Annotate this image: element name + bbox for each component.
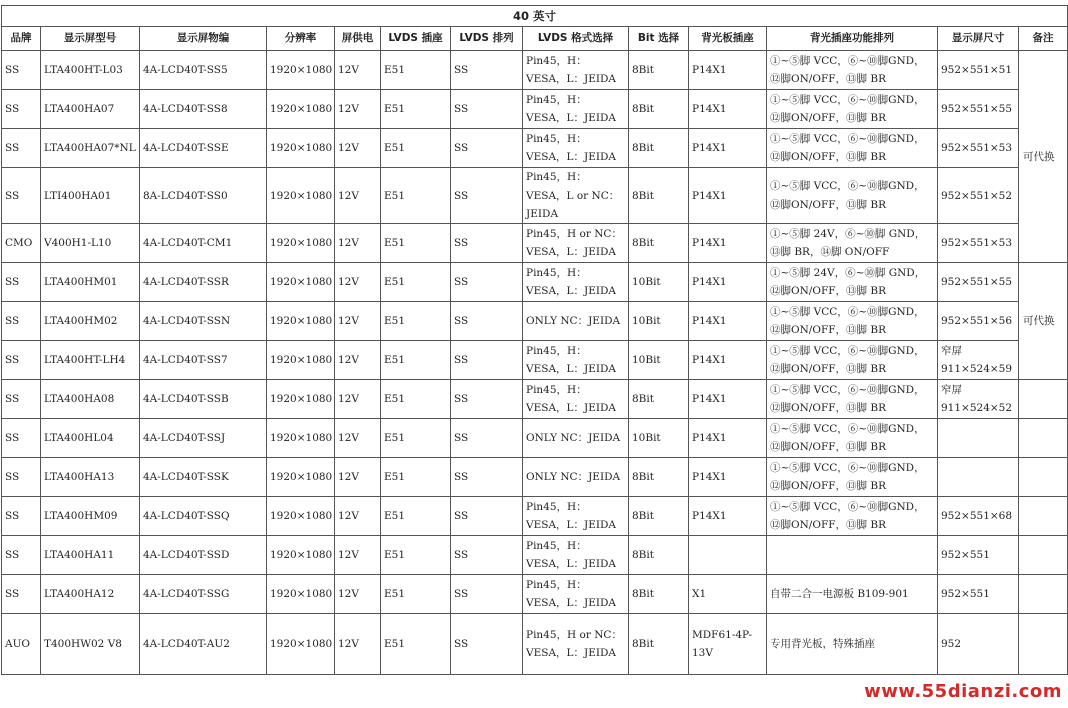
cell-lvds-arrange: SS <box>451 224 523 263</box>
cell-brand: CMO <box>2 224 41 263</box>
column-header-brand: 品牌 <box>2 27 41 51</box>
cell-lvds-socket: E51 <box>381 224 451 263</box>
table-row <box>2 168 1068 224</box>
cell-model: LTA400HA13 <box>41 458 140 497</box>
cell-code: 4A-LCD40T-SSD <box>140 536 267 575</box>
column-header-code: 显示屏物编 <box>140 27 267 51</box>
cell-backlight-function: ①~⑤脚 VCC，⑥~⑩脚GND，⑫脚ON/OFF，⑬脚 BR <box>767 458 938 497</box>
cell-lvds-socket: E51 <box>381 341 451 380</box>
cell-power: 12V <box>335 419 381 458</box>
cell-bit: 8Bit <box>629 168 689 224</box>
cell-brand: SS <box>2 497 41 536</box>
cell-resolution: 1920×1080 <box>267 380 335 419</box>
cell-resolution: 1920×1080 <box>267 536 335 575</box>
cell-code: 4A-LCD40T-SSG <box>140 575 267 614</box>
cell-lvds-socket: E51 <box>381 380 451 419</box>
cell-code: 4A-LCD40T-SSE <box>140 129 267 168</box>
cell-bit: 8Bit <box>629 224 689 263</box>
cell-lvds-format: Pin45，H：VESA，L or NC：JEIDA <box>523 168 629 224</box>
cell-lvds-socket: E51 <box>381 168 451 224</box>
cell-lvds-socket: E51 <box>381 302 451 341</box>
table-row <box>2 536 1068 575</box>
cell-size: 952×551 <box>938 575 1019 614</box>
column-header-bit: Bit 选择 <box>629 27 689 51</box>
column-header-backlight-function: 背光插座功能排列 <box>767 27 938 51</box>
cell-lvds-arrange: SS <box>451 380 523 419</box>
cell-model: LTA400HM01 <box>41 263 140 302</box>
cell-brand: SS <box>2 302 41 341</box>
column-header-remark: 备注 <box>1019 27 1068 51</box>
table-row <box>2 129 1068 168</box>
cell-code: 4A-LCD40T-SSK <box>140 458 267 497</box>
cell-lvds-format: Pin45，H：VESA，L：JEIDA <box>523 575 629 614</box>
cell-backlight-function: 自带二合一电源板 B109-901 <box>767 575 938 614</box>
cell-brand: SS <box>2 536 41 575</box>
cell-resolution: 1920×1080 <box>267 341 335 380</box>
cell-brand: SS <box>2 168 41 224</box>
cell-remark <box>1019 419 1068 458</box>
cell-brand: SS <box>2 575 41 614</box>
cell-bit: 10Bit <box>629 341 689 380</box>
cell-size: 952×551 <box>938 536 1019 575</box>
cell-backlight-socket: P14X1 <box>689 302 767 341</box>
cell-size: 952×551×55 <box>938 263 1019 302</box>
cell-lvds-socket: E51 <box>381 129 451 168</box>
cell-lvds-format: ONLY NC：JEIDA <box>523 302 629 341</box>
cell-code: 4A-LCD40T-SSN <box>140 302 267 341</box>
cell-bit: 8Bit <box>629 51 689 90</box>
cell-size: 窄屏 911×524×59 <box>938 341 1019 380</box>
cell-bit: 8Bit <box>629 129 689 168</box>
cell-size: 952×551×51 <box>938 51 1019 90</box>
cell-power: 12V <box>335 614 381 675</box>
cell-lvds-arrange: SS <box>451 90 523 129</box>
cell-backlight-function: ①~⑤脚 VCC，⑥~⑩脚GND，⑫脚ON/OFF，⑬脚 BR <box>767 497 938 536</box>
cell-resolution: 1920×1080 <box>267 51 335 90</box>
cell-resolution: 1920×1080 <box>267 614 335 675</box>
cell-lvds-format: Pin45，H：VESA，L：JEIDA <box>523 51 629 90</box>
cell-brand: SS <box>2 458 41 497</box>
cell-size: 窄屏 911×524×52 <box>938 380 1019 419</box>
cell-backlight-socket: P14X1 <box>689 51 767 90</box>
cell-lvds-socket: E51 <box>381 458 451 497</box>
cell-code: 4A-LCD40T-SSB <box>140 380 267 419</box>
cell-bit: 10Bit <box>629 419 689 458</box>
cell-backlight-function <box>767 536 938 575</box>
cell-power: 12V <box>335 380 381 419</box>
cell-lvds-arrange: SS <box>451 536 523 575</box>
cell-power: 12V <box>335 168 381 224</box>
cell-power: 12V <box>335 536 381 575</box>
cell-lvds-format: Pin45，H：VESA，L：JEIDA <box>523 263 629 302</box>
cell-brand: SS <box>2 341 41 380</box>
cell-power: 12V <box>335 129 381 168</box>
cell-lvds-arrange: SS <box>451 458 523 497</box>
column-header-lvds-format: LVDS 格式选择 <box>523 27 629 51</box>
table-row <box>2 497 1068 536</box>
cell-model: LTA400HA12 <box>41 575 140 614</box>
cell-backlight-socket: P14X1 <box>689 263 767 302</box>
cell-remark <box>1019 614 1068 675</box>
cell-backlight-socket: P14X1 <box>689 380 767 419</box>
cell-power: 12V <box>335 341 381 380</box>
cell-power: 12V <box>335 302 381 341</box>
cell-model: LTA400HA07 <box>41 90 140 129</box>
cell-size: 952×551×52 <box>938 168 1019 224</box>
cell-resolution: 1920×1080 <box>267 302 335 341</box>
cell-resolution: 1920×1080 <box>267 497 335 536</box>
cell-code: 4A-LCD40T-SS7 <box>140 341 267 380</box>
cell-size: 952×551×53 <box>938 224 1019 263</box>
cell-backlight-socket <box>689 536 767 575</box>
cell-resolution: 1920×1080 <box>267 224 335 263</box>
cell-lvds-socket: E51 <box>381 263 451 302</box>
table-row <box>2 263 1068 302</box>
cell-lvds-format: Pin45，H：VESA，L：JEIDA <box>523 497 629 536</box>
cell-resolution: 1920×1080 <box>267 129 335 168</box>
cell-brand: SS <box>2 419 41 458</box>
cell-code: 4A-LCD40T-AU2 <box>140 614 267 675</box>
cell-brand: SS <box>2 51 41 90</box>
cell-lvds-socket: E51 <box>381 614 451 675</box>
table-title: 40 英寸 <box>2 6 1068 27</box>
cell-lvds-format: Pin45，H or NC：VESA，L：JEIDA <box>523 224 629 263</box>
cell-power: 12V <box>335 90 381 129</box>
cell-backlight-function: ①~⑤脚 24V，⑥~⑩脚 GND，⑬脚 BR，⑭脚 ON/OFF <box>767 224 938 263</box>
table-row <box>2 90 1068 129</box>
table-row <box>2 614 1068 675</box>
cell-lvds-arrange: SS <box>451 497 523 536</box>
cell-lvds-socket: E51 <box>381 90 451 129</box>
cell-lvds-socket: E51 <box>381 419 451 458</box>
cell-power: 12V <box>335 497 381 536</box>
cell-model: LTA400HL04 <box>41 419 140 458</box>
cell-power: 12V <box>335 51 381 90</box>
site-watermark: www.55dianzi.com <box>864 681 1062 702</box>
cell-brand: SS <box>2 90 41 129</box>
column-header-lvds-socket: LVDS 插座 <box>381 27 451 51</box>
cell-lvds-socket: E51 <box>381 497 451 536</box>
cell-code: 4A-LCD40T-CM1 <box>140 224 267 263</box>
cell-bit: 10Bit <box>629 302 689 341</box>
table-row <box>2 302 1068 341</box>
cell-model: LTI400HA01 <box>41 168 140 224</box>
column-header-size: 显示屏尺寸 <box>938 27 1019 51</box>
cell-code: 8A-LCD40T-SS0 <box>140 168 267 224</box>
cell-size <box>938 419 1019 458</box>
cell-remark: 可代换 <box>1019 263 1068 380</box>
cell-size: 952×551×53 <box>938 129 1019 168</box>
cell-size: 952×551×68 <box>938 497 1019 536</box>
cell-lvds-format: Pin45，H：VESA，L：JEIDA <box>523 129 629 168</box>
cell-size: 952 <box>938 614 1019 675</box>
cell-size: 952×551×56 <box>938 302 1019 341</box>
cell-model: LTA400HM02 <box>41 302 140 341</box>
cell-lvds-socket: E51 <box>381 536 451 575</box>
cell-power: 12V <box>335 263 381 302</box>
cell-brand: SS <box>2 129 41 168</box>
cell-lvds-arrange: SS <box>451 263 523 302</box>
cell-bit: 10Bit <box>629 263 689 302</box>
cell-code: 4A-LCD40T-SSQ <box>140 497 267 536</box>
column-header-resolution: 分辨率 <box>267 27 335 51</box>
lcd-panel-spec-table <box>1 5 1068 675</box>
spec-table-container <box>1 5 1067 675</box>
cell-lvds-format: Pin45，H：VESA，L：JEIDA <box>523 536 629 575</box>
cell-resolution: 1920×1080 <box>267 263 335 302</box>
table-row <box>2 458 1068 497</box>
cell-lvds-socket: E51 <box>381 51 451 90</box>
cell-backlight-function: ①~⑤脚 VCC，⑥~⑩脚GND，⑫脚ON/OFF，⑬脚 BR <box>767 51 938 90</box>
cell-backlight-socket: MDF61-4P-13V <box>689 614 767 675</box>
cell-model: LTA400HT-LH4 <box>41 341 140 380</box>
cell-lvds-format: ONLY NC：JEIDA <box>523 419 629 458</box>
cell-resolution: 1920×1080 <box>267 575 335 614</box>
cell-backlight-socket: P14X1 <box>689 497 767 536</box>
cell-brand: SS <box>2 380 41 419</box>
table-body <box>2 51 1068 675</box>
cell-model: LTA400HA07*NL <box>41 129 140 168</box>
cell-resolution: 1920×1080 <box>267 168 335 224</box>
cell-power: 12V <box>335 575 381 614</box>
cell-bit: 8Bit <box>629 90 689 129</box>
cell-bit: 8Bit <box>629 497 689 536</box>
cell-backlight-function: ①~⑤脚 VCC，⑥~⑩脚GND，⑫脚ON/OFF，⑬脚 BR <box>767 129 938 168</box>
cell-backlight-socket: P14X1 <box>689 458 767 497</box>
cell-model: V400H1-L10 <box>41 224 140 263</box>
cell-lvds-arrange: SS <box>451 419 523 458</box>
cell-model: LTA400HT-L03 <box>41 51 140 90</box>
cell-backlight-function: ①~⑤脚 VCC，⑥~⑩脚GND，⑫脚ON/OFF，⑬脚 BR <box>767 90 938 129</box>
cell-backlight-function: ①~⑤脚 VCC，⑥~⑩脚GND，⑫脚ON/OFF，⑬脚 BR <box>767 341 938 380</box>
cell-lvds-format: ONLY NC：JEIDA <box>523 458 629 497</box>
cell-backlight-function: 专用背光板，特殊插座 <box>767 614 938 675</box>
table-row <box>2 380 1068 419</box>
cell-backlight-function: ①~⑤脚 24V，⑥~⑩脚 GND，⑫脚ON/OFF，⑬脚 BR <box>767 263 938 302</box>
cell-remark <box>1019 575 1068 614</box>
cell-brand: AUO <box>2 614 41 675</box>
cell-code: 4A-LCD40T-SSJ <box>140 419 267 458</box>
cell-lvds-arrange: SS <box>451 129 523 168</box>
table-row <box>2 51 1068 90</box>
table-row <box>2 341 1068 380</box>
cell-lvds-arrange: SS <box>451 51 523 90</box>
cell-code: 4A-LCD40T-SS8 <box>140 90 267 129</box>
cell-bit: 8Bit <box>629 380 689 419</box>
cell-model: T400HW02 V8 <box>41 614 140 675</box>
cell-size: 952×551×55 <box>938 90 1019 129</box>
cell-model: LTA400HA11 <box>41 536 140 575</box>
cell-remark <box>1019 497 1068 536</box>
cell-power: 12V <box>335 224 381 263</box>
cell-code: 4A-LCD40T-SS5 <box>140 51 267 90</box>
header-row <box>2 27 1068 51</box>
cell-lvds-format: Pin45，H：VESA，L：JEIDA <box>523 90 629 129</box>
cell-remark: 可代换 <box>1019 51 1068 263</box>
cell-backlight-socket: P14X1 <box>689 129 767 168</box>
cell-resolution: 1920×1080 <box>267 90 335 129</box>
cell-backlight-function: ①~⑤脚 VCC，⑥~⑩脚GND，⑫脚ON/OFF，⑬脚 BR <box>767 380 938 419</box>
cell-bit: 8Bit <box>629 614 689 675</box>
cell-lvds-arrange: SS <box>451 168 523 224</box>
cell-lvds-format: Pin45，H：VESA，L：JEIDA <box>523 380 629 419</box>
cell-remark <box>1019 536 1068 575</box>
column-header-backlight-socket: 背光板插座 <box>689 27 767 51</box>
cell-backlight-function: ①~⑤脚 VCC，⑥~⑩脚GND，⑫脚ON/OFF，⑬脚 BR <box>767 419 938 458</box>
cell-lvds-arrange: SS <box>451 614 523 675</box>
cell-lvds-format: Pin45，H：VESA，L：JEIDA <box>523 341 629 380</box>
cell-power: 12V <box>335 458 381 497</box>
cell-lvds-format: Pin45，H or NC：VESA，L：JEIDA <box>523 614 629 675</box>
cell-resolution: 1920×1080 <box>267 419 335 458</box>
cell-lvds-arrange: SS <box>451 302 523 341</box>
cell-backlight-socket: P14X1 <box>689 168 767 224</box>
cell-remark <box>1019 458 1068 497</box>
column-header-model: 显示屏型号 <box>41 27 140 51</box>
cell-lvds-arrange: SS <box>451 341 523 380</box>
cell-model: LTA400HA08 <box>41 380 140 419</box>
cell-backlight-socket: P14X1 <box>689 90 767 129</box>
cell-backlight-socket: P14X1 <box>689 224 767 263</box>
cell-backlight-function: ①~⑤脚 VCC，⑥~⑩脚GND，⑫脚ON/OFF，⑬脚 BR <box>767 168 938 224</box>
cell-bit: 8Bit <box>629 458 689 497</box>
cell-resolution: 1920×1080 <box>267 458 335 497</box>
cell-remark <box>1019 380 1068 419</box>
cell-backlight-socket: P14X1 <box>689 419 767 458</box>
cell-model: LTA400HM09 <box>41 497 140 536</box>
cell-backlight-socket: X1 <box>689 575 767 614</box>
cell-backlight-function: ①~⑤脚 VCC，⑥~⑩脚GND，⑫脚ON/OFF，⑬脚 BR <box>767 302 938 341</box>
cell-size <box>938 458 1019 497</box>
cell-bit: 8Bit <box>629 536 689 575</box>
cell-bit: 8Bit <box>629 575 689 614</box>
table-row <box>2 575 1068 614</box>
table-row <box>2 419 1068 458</box>
cell-lvds-socket: E51 <box>381 575 451 614</box>
cell-brand: SS <box>2 263 41 302</box>
cell-code: 4A-LCD40T-SSR <box>140 263 267 302</box>
column-header-lvds-arrange: LVDS 排列 <box>451 27 523 51</box>
table-row <box>2 224 1068 263</box>
cell-lvds-arrange: SS <box>451 575 523 614</box>
cell-backlight-socket: P14X1 <box>689 341 767 380</box>
column-header-power: 屏供电 <box>335 27 381 51</box>
